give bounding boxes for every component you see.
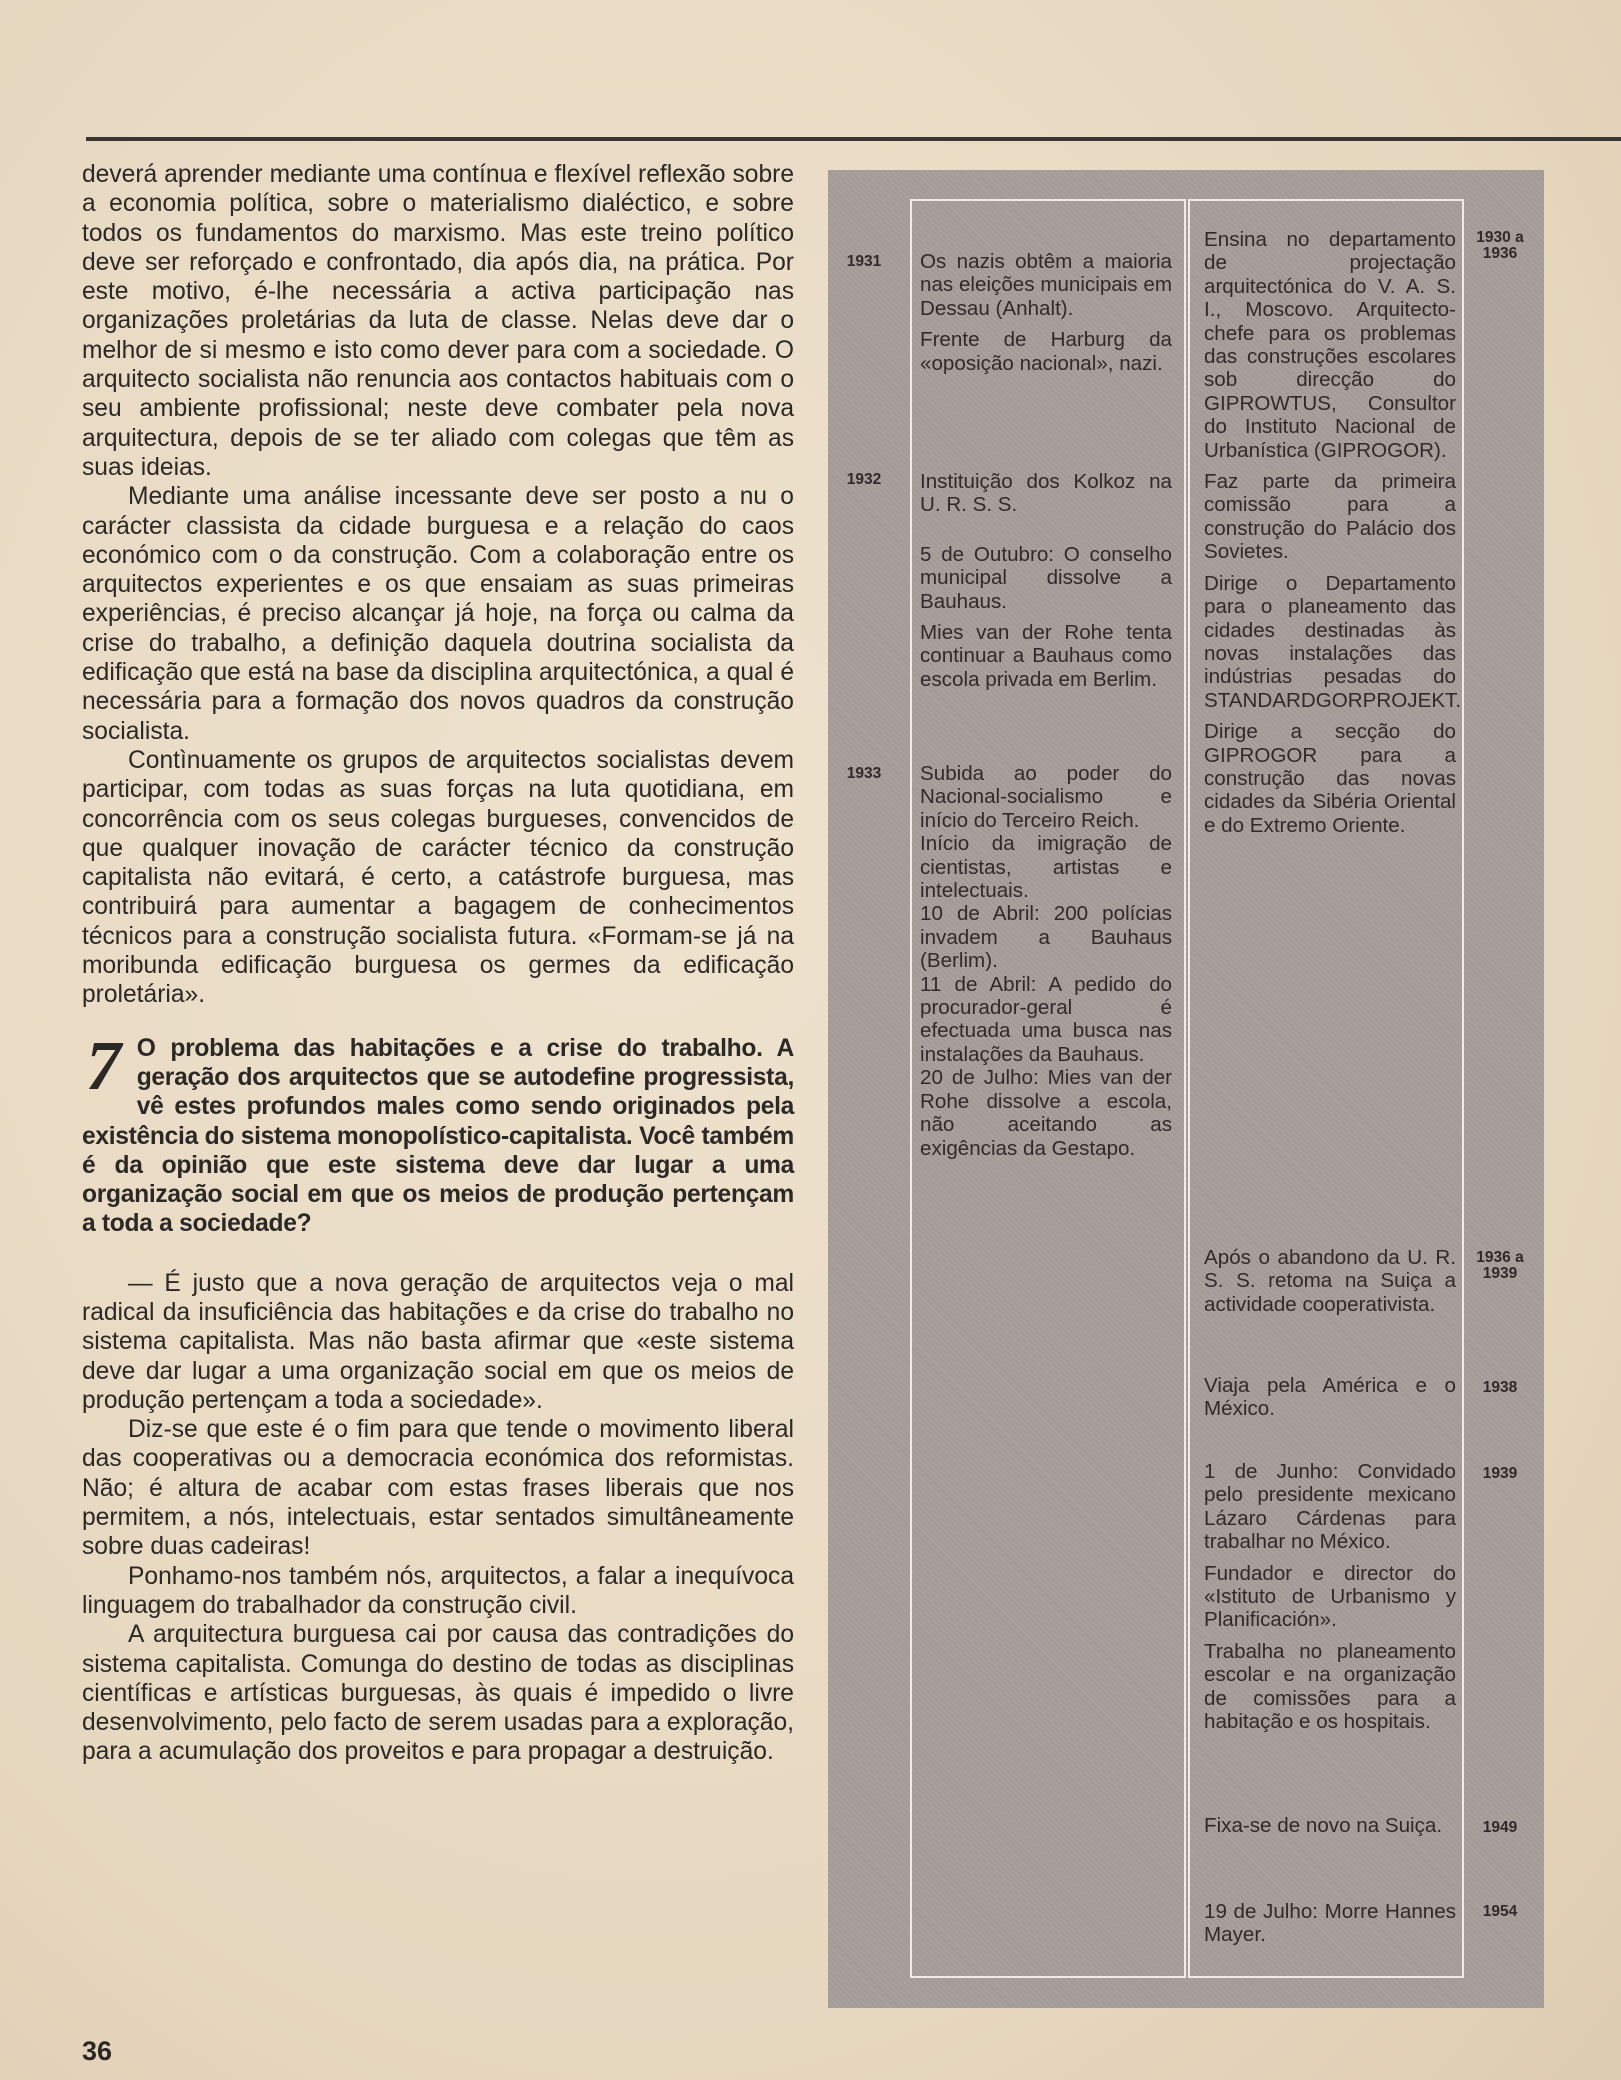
biography-event: Dirige a secção do GIPROGOR para a construção das novas cidades da Sibéria Oriental e do Extremo Oriente. [1204, 720, 1456, 837]
paragraph: A arquitectura burguesa cai por causa das contradições do sistema capitalista. Comunga do destino de todas as disciplinas científicas e artísticas burguesas, às quais é impedido o livre desenvolvimento, pelo facto de serem usadas para a exploração, para a acumulação dos proveitos e para propagar a destruição. [82, 1621, 794, 1766]
biography-event: Fundador e director do «Istituto de Urbanismo y Planificación». [1204, 1561, 1456, 1632]
biography-event: Faz parte da primeira comissão para a construção do Palácio dos Sovietes. [1204, 470, 1456, 564]
page-number: 36 [82, 2036, 113, 2066]
timeline-year: 1933 [846, 765, 882, 782]
biography-event: Após o abandono da U. R. S. S. retoma na Suiça a actividade cooperativista. [1204, 1246, 1456, 1316]
main-text-column [82, 160, 794, 1767]
timeline-event: Instituição dos Kolkoz na U. R. S. S. [920, 470, 1172, 517]
biography-event: 19 de Julho: Morre Hannes Mayer. [1204, 1900, 1456, 1947]
timeline-year: 1938 [1482, 1379, 1518, 1396]
timeline-entry [920, 762, 1172, 1160]
biography-event: Trabalha no planeamento escolar e na organização de comissões para a habitação e os hospitais. [1204, 1639, 1456, 1734]
question-text: O problema das habitações e a crise do trabalho. A geração dos arquitectos que se autodefine progressista, vê estes profundos males como sendo originados pela existência do sistema monopolístico-capitalista. Você também é da opinião que este sistema deve dar lugar a uma organização social em que os meios de produção pertençam a toda a sociedade? [82, 1034, 794, 1238]
timeline-year: 1936 a 1939 [1476, 1249, 1524, 1282]
biography-event: 1 de Junho: Convidado pelo presidente mexicano Lázaro Cárdenas para trabalhar no México. [1204, 1460, 1456, 1554]
timeline-entry [1204, 228, 1462, 845]
paragraph: — É justo que a nova geração de arquitectos veja o mal radical da insuficiência das habitações e da crise do trabalho no sistema capitalista. Mas não basta afirmar que «este sistema deve dar lugar a uma organização social em que os meios de produção pertençam a toda a sociedade». [82, 1269, 794, 1414]
timeline-event: Início da imigração de cientistas, artistas e intelectuais. [920, 832, 1172, 903]
timeline-event: Frente de Harburg da «oposição nacional», nazi. [920, 328, 1172, 375]
timeline-event: 11 de Abril: A pedido do procurador-geral é efectuada uma busca nas instalações da Bauhaus. [920, 972, 1172, 1066]
timeline-entry [920, 250, 1172, 383]
timeline-entry [1204, 1814, 1456, 1845]
top-rule [86, 137, 1621, 141]
timeline-box [828, 170, 1544, 2008]
timeline-event: 5 de Outubro: O conselho municipal dissolve a Bauhaus. [920, 542, 1172, 613]
timeline-year: 1954 [1482, 1903, 1518, 1920]
timeline-year: 1932 [846, 471, 882, 488]
timeline-year: 1930 a 1936 [1476, 229, 1524, 262]
timeline-entry [1204, 1900, 1456, 1955]
timeline-event: Os nazis obtêm a maioria nas eleições municipais em Dessau (Anhalt). [920, 250, 1172, 320]
biography-event: Fixa-se de novo na Suiça. [1204, 1814, 1443, 1837]
timeline-event: 20 de Julho: Mies van der Rohe dissolve a escola, não aceitando as exigências da Gestapo. [920, 1066, 1172, 1160]
timeline-event: 10 de Abril: 200 polícias invadem a Bauhaus (Berlim). [920, 902, 1172, 973]
paragraph: Ponhamo-nos também nós, arquitectos, a falar a inequívoca linguagem do trabalhador da construção civil. [82, 1562, 794, 1619]
timeline-entry [1204, 1246, 1456, 1324]
timeline-entry [920, 470, 1172, 699]
timeline-entry [1204, 1374, 1456, 1429]
biography-event: Dirige o Departamento para o planeamento das cidades destinadas às novas instalações das indústrias pesadas do STANDARDGORPROJEKT. [1204, 571, 1462, 712]
timeline-year: 1939 [1482, 1465, 1518, 1482]
paragraph: Diz-se que este é o fim para que tende o movimento liberal das cooperativas ou a democracia económica dos reformistas. Não; é altura de acabar com estas frases liberais que nos permitem, a nós, intelectuais, estar sentados simultâneamente sobre duas cadeiras! [82, 1416, 794, 1561]
paragraph: Contìnuamente os grupos de arquitectos socialistas devem participar, com todas as suas forças na luta quotidiana, em concorrência com os seus colegas burgueses, convencidos de que qualquer inovação de carácter técnico da construção capitalista não evitará, é certo, a catástrofe burguesa, mas contribuirá para aumentar a bagagem de conhecimentos técnicos para a construção socialista futura. «Formam-se já na moribunda edificação burguesa os germes da edificação proletária». [82, 746, 794, 1009]
timeline-entry [1204, 1460, 1456, 1741]
interview-question [82, 1027, 794, 1239]
timeline-event: Mies van der Rohe tenta continuar a Bauhaus como escola privada em Berlim. [920, 621, 1172, 691]
timeline-event: Subida ao poder do Nacional-socialismo e início do Terceiro Reich. [920, 762, 1172, 832]
biography-event: Viaja pela América e o México. [1204, 1374, 1456, 1421]
paragraph: deverá aprender mediante uma contínua e flexível reflexão sobre a economia política, sobre o materialismo dialéctico, e sobre todos os fundamentos do marxismo. Mas este treino político deve ser reforçado e confrontado, dia após dia, na prática. Por este motivo, é-lhe necessária a activa participação nas organizações proletárias da luta de classe. Nelas deve dar o melhor de si mesmo e isto como dever para com a sociedade. O arquitecto socialista não renuncia aos contactos habituais com o seu ambiente profissional; neste deve combater pela nova arquitectura, depois de se ter aliado com colegas que têm as suas ideias. [82, 161, 794, 481]
timeline-year: 1931 [846, 253, 882, 270]
biography-event: Ensina no departamento de projectação arquitectónica do V. A. S. I., Moscovo. Arquitecto-chefe para os problemas das construções escolares sob direcção do GIPROWTUS, Consultor do Instituto Nacional de Urbanística (GIPROGOR). [1204, 228, 1456, 462]
question-number: 7 [86, 1027, 121, 1105]
paragraph: Mediante uma análise incessante deve ser posto a nu o carácter classista da cidade burguesa e a relação do caos económico com o da construção. Com a colaboração entre os arquitectos experientes e os que ensaiam as suas primeiras experiências, é preciso alcançar já hoje, na força ou calma da crise do trabalho, a definição daquela doutrina socialista da edificação que está na base da disciplina arquitectónica, a qual é necessária para a formação dos novos quadros da construção socialista. [82, 483, 794, 745]
timeline-year: 1949 [1482, 1819, 1518, 1836]
